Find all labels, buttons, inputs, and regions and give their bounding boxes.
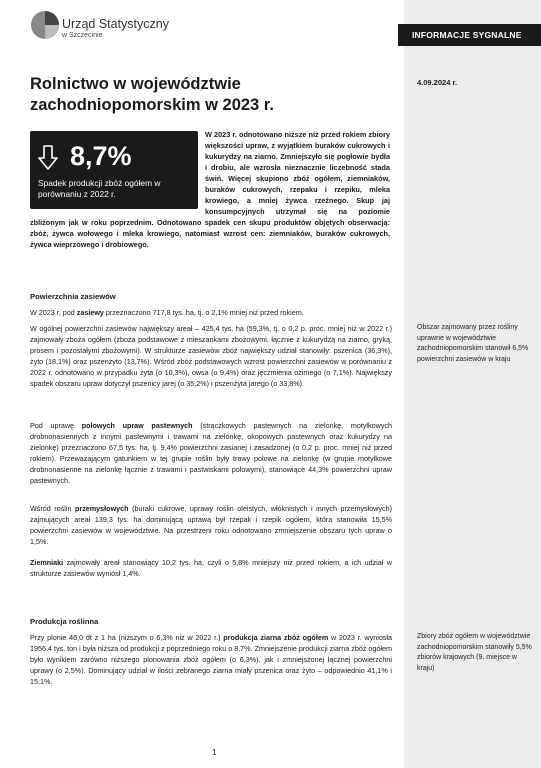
paragraph-cereal-production [30,632,392,687]
margin-note-sown-area: Obszar zajmowany przez rośliny uprawne w województwie zachodniopomorskim stanowił 6,5% powierzchni zasiewów w kraju [417,324,529,363]
paragraph-fodder-crops [30,420,392,486]
paragraph-cereals-structure: W ogólnej powierzchni zasiewów największy areał – 425,4 tys. ha (59,3%, tj. o 0,2 p. proc. mniej niż w 2022 r.) zajmowały zboża ogółem (zboża podstawowe z mieszankami zbożowymi, łącznie z kukurydzą na ziarno, gryką, prosem i pozostałymi zbożowymi). W strukturze zasiewów zbóż największy udział stanowiły: pszenica (36,3%), żyto (18,1%) oraz pszenżyto (13,7%). Wśród zbóż podstawowych wzrost powierzchni zasiewów w porównaniu z 2022 r. odnotowano w przypadku żyta (o 10,3%), owsa (o 9,4%) oraz jęczmienia ozimego (o 7,1%). Największy spadek obszaru upraw dotyczył pszenicy jarej (o 35,2%) i pszenżyta jarego (o 33,8%). [30,324,392,388]
text-run: w 2023 r. wyniosła 1956,4 tys. ton i była niższa od produkcji z poprzedniego roku o 8,7%. Zmniejszenie produkcji ziarna zbóż ogółem było wynikiem zarówno niższego plonowania zbóż ogółem (o 6,3%), jak i zmniejszonej łącznej powierzchni uprawy (o 2,5%). Dominujący udział w ilości zebranego ziarna miały pszenica oraz żyto – odpowiednio 41,1% i 15,1%. [30,633,392,686]
org-location: w Szczecinie [62,32,103,39]
margin-note-cereal-harvest: Zbiory zbóż ogółem w województwie zachodniopomorskim stanowiły 5,5% zbiorów krajowych (9. miejsce w kraju) [417,633,532,672]
org-logo[interactable] [30,10,190,44]
kpi-label: Spadek produkcji zbóż ogółem w porównaniu z 2022 r. [38,178,161,199]
text-run: przeznaczono 717,8 tys. ha, tj. o 2,1% mniej niż przed rokiem. [103,308,304,317]
page-title: Rolnictwo w województwie zachodniopomorskim w 2023 r. [30,75,274,114]
text-run: (strączkowych pastewnych na zielonkę, motylkowych drobnonasiennych z innymi pastewnymi i trawami na zielonkę, okopowych pastewnych oraz kukurydzy na zielonkę) przeznaczono 67,5 tys. ha, tj. 9,4% powierzchni zasianej i zasadzonej (o 0,2 p. proc. mniej niż przed rokiem). Przeważającym gatunkiem w tej grupie roślin były trawy polowe na zielonkę (w grupie motylkowe drobnonasienne na zielonkę łącznie z trawami i pastwiskami polowymi), stanowiące 44,3% powierzchni upraw pastewnych. [30,421,392,485]
text-run: Przy plonie 46,0 dt z 1 ha (niższym o 6,3% niż w 2022 r.) [30,633,224,642]
text-emphasis: zasiewy [76,308,104,317]
text-run: (buraki cukrowe, uprawy roślin oleistych, włóknistych i innych przemysłowych) zajmujących areał 139,3 tys. ha dominującą uprawą był rzepak i rzepik ogółem, która stanowiła 15,5% powierzchni zasiewów w województwie. Na przestrzeni roku odnotowano zmniejszenie obszaru tych upraw o 1,5%. [30,504,393,546]
arrow-down-icon [38,145,58,171]
paragraph-industrial-crops [30,503,392,547]
intro-text: W 2023 r. odnotowano niższe niż przed rokiem zbiory większości upraw, z wyjątkiem buraków cukrowych i kukurydzy na ziarno. Zmniejszyło się pogłowie bydła i drobiu, ale wzrosła nieznacznie liczebność stada świń. Więcej skupiono zbóż ogółem, ziemniaków, buraków cukrowych, rzepaku i rzepiku, mleka krowiego, a mniej żywca rzeźnego. Skup jaj konsumpcyjnych utrzymał się na poziomie zbliżonym jak w roku poprzednim. Odnotowano spadek cen skupu produktów objętych obserwacją: zbóż, żywca wołowego i mleka krowiego, natomiast wzrost cen: ziemniaków, buraków cukrowych, żywca wieprzowego i drobiowego. [30,130,390,249]
text-run: Wśród roślin [30,504,76,513]
section-heading-sown-area: Powierzchnia zasiewów [30,292,116,301]
text-emphasis: polowych upraw pastewnych [81,421,193,430]
text-emphasis: produkcja ziarna zbóż ogółem [223,633,329,642]
kpi-value: 8,7% [70,141,132,171]
paragraph-sown-area [30,307,392,318]
logo-mark-icon [30,10,60,40]
kpi-box [30,131,198,209]
publication-date: 4.09.2024 r. [417,78,458,87]
page-number: 1 [212,748,217,757]
text-run: W 2023 r. pod [30,308,77,317]
publication-type-tag: INFORMACJE SYGNALNE [398,24,541,46]
text-emphasis: Ziemniaki [30,558,64,567]
paragraph-potatoes [30,557,392,579]
text-run: Pod uprawę [30,421,82,430]
text-run: zajmowały areał stanowiący 10,2 tys. ha, czyli o 5,8% mniejszy niż przed rokiem, a ich udział w strukturze zasiewów wyniósł 1,4%. [30,558,392,578]
section-heading-crop-production: Produkcja roślinna [30,617,99,626]
text-emphasis: przemysłowych [75,504,129,513]
org-name: Urząd Statystyczny [62,17,169,31]
